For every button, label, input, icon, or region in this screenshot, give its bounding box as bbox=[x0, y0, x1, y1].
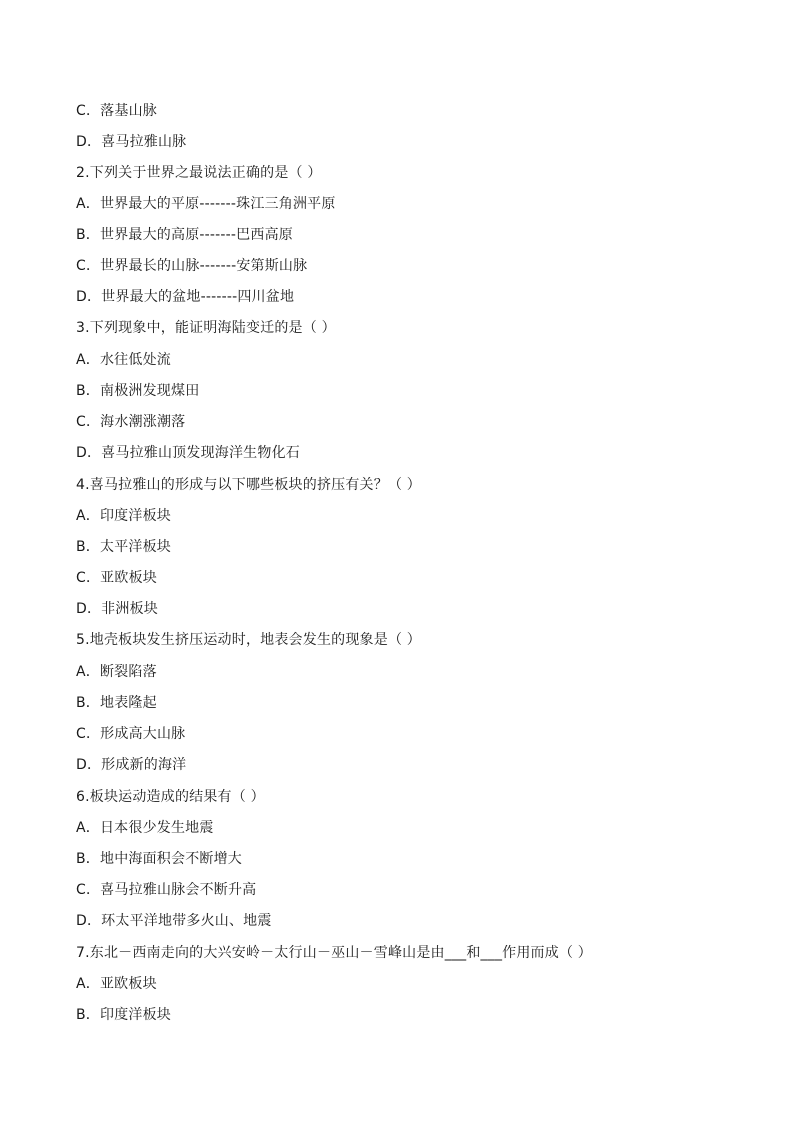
option-line: C．海水潮涨潮落 bbox=[76, 414, 186, 430]
option-line: C．形成高大山脉 bbox=[76, 726, 186, 742]
question-line: 5.地壳板块发生挤压运动时，地表会发生的现象是（ ） bbox=[76, 632, 422, 648]
option-line: A．印度洋板块 bbox=[76, 508, 171, 524]
option-line: D．喜马拉雅山脉 bbox=[76, 134, 187, 150]
option-line: B．地中海面积会不断增大 bbox=[76, 851, 243, 867]
question-line: 4.喜马拉雅山的形成与以下哪些板块的挤压有关？（ ） bbox=[76, 477, 422, 493]
option-line: C．落基山脉 bbox=[76, 103, 157, 119]
option-line: B．地表隆起 bbox=[76, 695, 157, 711]
option-line: B．南极洲发现煤田 bbox=[76, 383, 200, 399]
question-line: 6.板块运动造成的结果有（ ） bbox=[76, 789, 265, 805]
question-line: 2.下列关于世界之最说法正确的是（ ） bbox=[76, 165, 322, 181]
option-line: D．形成新的海洋 bbox=[76, 757, 187, 773]
option-line: A．世界最大的平原-------珠江三角洲平原 bbox=[76, 196, 336, 212]
option-line: B．印度洋板块 bbox=[76, 1007, 172, 1023]
option-line: D．喜马拉雅山顶发现海洋生物化石 bbox=[76, 445, 300, 461]
question-line: 7.东北－西南走向的大兴安岭－太行山－巫山－雪峰山是由___和___作用而成（ ） bbox=[76, 945, 593, 961]
option-line: C．喜马拉雅山脉会不断升高 bbox=[76, 882, 257, 898]
option-line: D．非洲板块 bbox=[76, 601, 158, 617]
option-line: C．亚欧板块 bbox=[76, 570, 157, 586]
option-line: D．环太平洋地带多火山、地震 bbox=[76, 913, 272, 929]
question-line: 3.下列现象中，能证明海陆变迁的是（ ） bbox=[76, 320, 336, 336]
option-line: B．太平洋板块 bbox=[76, 539, 172, 555]
option-line: A．水往低处流 bbox=[76, 352, 171, 368]
option-line: A．日本很少发生地震 bbox=[76, 820, 214, 836]
option-line: B．世界最大的高原-------巴西高原 bbox=[76, 227, 293, 243]
option-line: A．断裂陷落 bbox=[76, 664, 157, 680]
option-line: D．世界最大的盆地-------四川盆地 bbox=[76, 289, 295, 305]
option-line: A．亚欧板块 bbox=[76, 976, 157, 992]
option-line: C．世界最长的山脉-------安第斯山脉 bbox=[76, 258, 308, 274]
